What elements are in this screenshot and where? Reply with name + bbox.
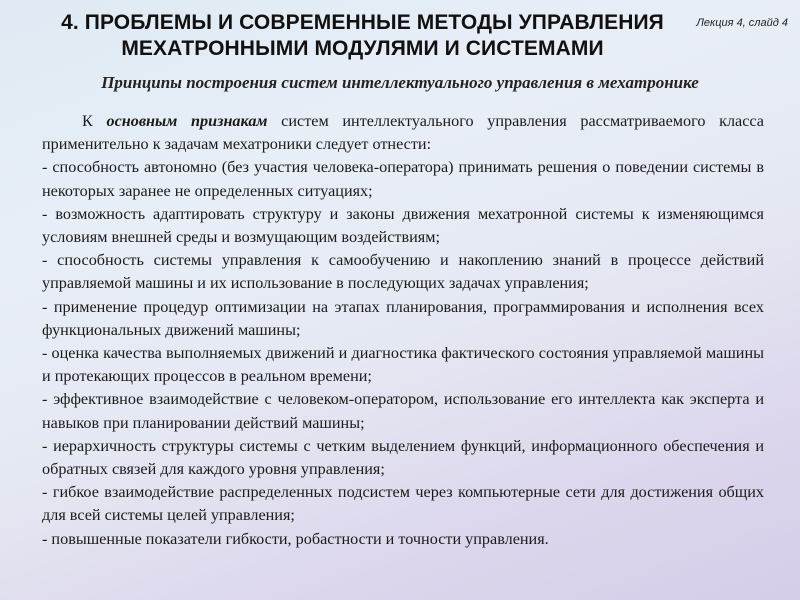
list-item: - оценка качества выполняемых движений и диагностика фактического состояния управляемой машины и протекающих процессов в реальном времени; bbox=[42, 344, 764, 386]
list-item: - повышенные показатели гибкости, робастности и точности управления. bbox=[42, 529, 549, 548]
slide-subtitle: Принципы построения систем интеллектуального управления в мехатронике bbox=[101, 73, 699, 92]
intro-paragraph bbox=[42, 110, 764, 156]
intro-suffix: систем интеллектуального управления рассматриваемого класса применительно к задачам мехатроники следует отнести: bbox=[42, 112, 764, 154]
list-item: - гибкое взаимодействие распределенных подсистем через компьютерные сети для достижения общих для всей системы целей управления; bbox=[42, 483, 764, 525]
intro-prefix: К bbox=[82, 112, 107, 130]
intro-emphasis: основным признакам bbox=[106, 112, 268, 130]
list-item: - способность автономно (без участия человека-оператора) принимать решения о поведении системы в некоторых заранее не определенных ситуациях; bbox=[42, 158, 764, 200]
slide-body bbox=[42, 110, 764, 551]
list-item: - иерархичность структуры системы с четким выделением функций, информационного обеспечения и обратных связей для каждого уровня управления; bbox=[42, 436, 764, 479]
list-item: - возможность адаптировать структуру и законы движения мехатронной системы к изменяющимся условиям внешней среды и возмущающим воздействиям; bbox=[42, 204, 764, 247]
slide-title bbox=[30, 10, 695, 62]
slide-title-line-1: 4. ПРОБЛЕМЫ И СОВРЕМЕННЫЕ МЕТОДЫ УПРАВЛЕНИЯ bbox=[61, 11, 664, 34]
slide-title-line-2: МЕХАТРОННЫМИ МОДУЛЯМИ И СИСТЕМАМИ bbox=[121, 37, 604, 60]
list-item: - эффективное взаимодействие с человеком-оператором, использование его интеллекта как эксперта и навыков при планировании действий машины; bbox=[42, 390, 764, 432]
list-item: - способность системы управления к самообучению и накоплению знаний в процессе действий управляемой машины и их использование в последующих задачах управления; bbox=[42, 251, 764, 293]
list-item: - применение процедур оптимизации на этапах планирования, программирования и исполнения всех функциональных движений машины; bbox=[42, 297, 764, 339]
slide-number-label: Лекция 4, слайд 4 bbox=[696, 17, 788, 29]
